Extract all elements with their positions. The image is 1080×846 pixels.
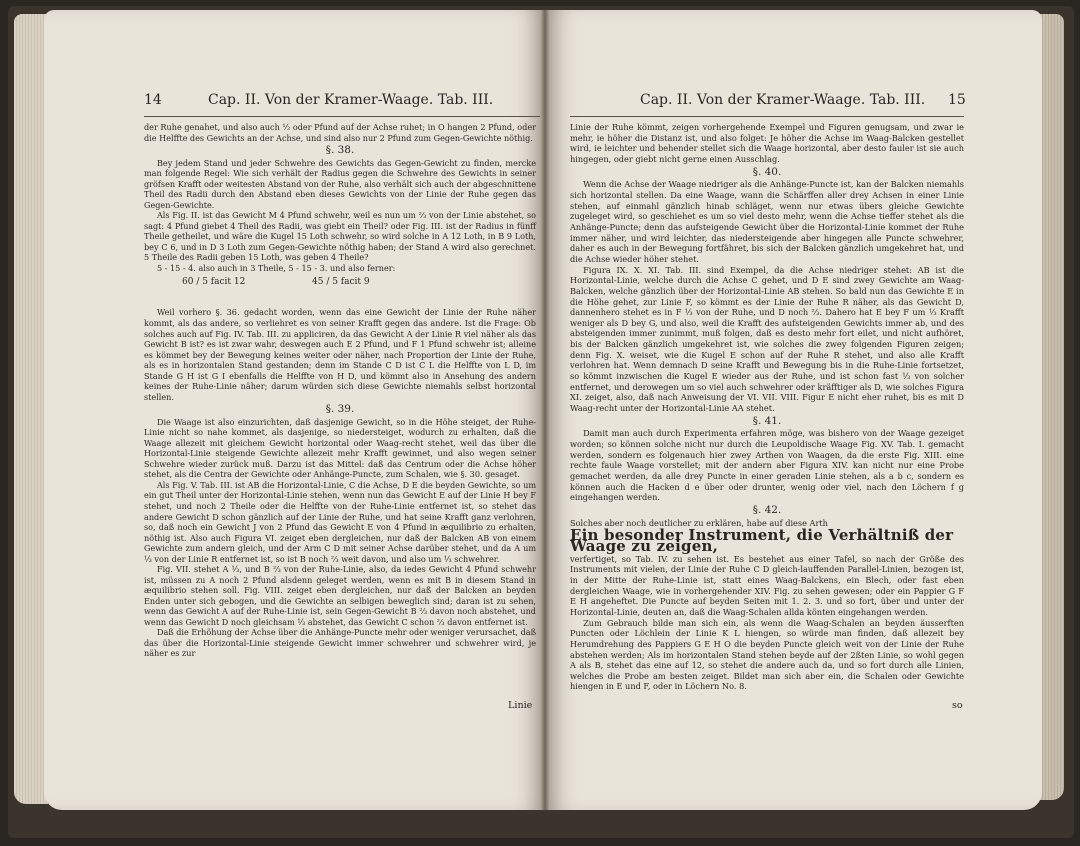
section-heading: §. 42. <box>752 503 782 516</box>
left-text-block <box>144 122 536 659</box>
right-catchword: so <box>952 700 963 711</box>
fraction-2: 45 / 5 facit 9 <box>312 277 370 288</box>
paragraph: Wenn die Achse der Waage niedriger als die Anhänge-Puncte ist, kan der Balcken niemahls sich horizontal stellen. Da eine Waage, wann die Schärffen aller drey Achsen in einer Linie stehen, auf einmahl gänzlich hinab schläget, wenn nur etwas übers gleiche Gewichte zugeleget wird, so geschiehet es um so viel desto mehr, wenn die Achse tieffer stehet als die Anhänge-Puncte; denn das aufsteigende Gewicht über die Horizontal-Linie kommet der Ruhe immer näher, und wird leichter, das niedersteigende aber hingegen alle Puncte schwehrer, daher es auch in der Bewegung fortfähret, bis sich der Balcken gänzlich umgekehret hat, und die Achse wieder höher stehet. <box>570 179 964 264</box>
right-page-number: 15 <box>948 92 966 108</box>
instrument-title: Ein besonder Instrument, die Verhältniß der Waage zu zeigen, <box>570 526 954 555</box>
paragraph: der Ruhe genahet, und also auch ½ oder Pfund auf der Achse ruhet; in O hangen 2 Pfund, oder die Helffte des Gewichts an der Achse, und sind also nur 2 Pfund zum Gegen-Gewichte nöthig. <box>144 122 536 143</box>
left-catchword: Linie <box>508 700 533 711</box>
calculation-line: 5 - 15 - 4. also auch in 3 Theile, 5 - 15 - 3. und also ferner: <box>156 262 396 273</box>
paragraph: Fig. VII. stehet A ⅓, und B ⅔ von der Ruhe-Linie, also, da iedes Gewicht 4 Pfund schwehr ist, müssen zu A noch 2 Pfund alsdenn geleget werden, wenn es mit B in diesem Stand in æquilibrio stehen soll. Fig. VIII. zeiget eben dergleichen, nur daß der Balcken an beyden Enden unter sich gebogen, und die Gewichte an selbigen beweglich sind; daran ist zu sehen, wenn das Gewicht A auf der Ruhe-Linie ist, sein Gegen-Gewicht B ⅔ davon noch abstehet, und wenn das Gewicht D noch gleichsam ⅓ abstehet, das Gewicht C schon ⅔ davon entfernet ist. <box>144 564 536 627</box>
page-edges-left <box>14 14 48 804</box>
section-heading: §. 40. <box>752 165 782 178</box>
fraction-example <box>144 273 536 307</box>
paragraph: Daß die Erhöhung der Achse über die Anhänge-Puncte mehr oder weniger verursachet, daß das über die Horizontal-Linie steigende Gewicht immer schwehrer und schwehrer wird, je näher es zur <box>144 627 536 659</box>
section-heading: §. 38. <box>325 144 355 157</box>
paragraph: Die Waage ist also einzurichten, daß dasjenige Gewicht, so in die Höhe steiget, der Ruhe-Linie nicht so nahe kommet, als dasjenige, so niedersteiget, wodurch zu erhalten, daß die Waage allezeit mit gleichem Gewicht horizontal oder Waag-recht stehet, weil das über die Horizontal-Linie steigende Gewichte allezeit mehr Krafft gewinnet, und also wegen seiner Schwehre wieder zurück muß. Darzu ist das Mittel: daß das Centrum oder die Achse höher stehet, als die Centra der Gewichte oder Anhänge-Puncte, zum Schalen, wie §. 30. gesaget. <box>144 416 536 480</box>
paragraph: Damit man auch durch Experimenta erfahren möge, was bishero von der Waage gezeiget worden; so können solche nicht nur durch die Leupoldische Waage Fig. XV. Tab. I. gemacht werden, sondern es folgenauch hier zwey Arthen von Waagen, da die erste Fig. XIII. eine rechte faule Waage vorstellet; mit der andern aber Figura XIV. kan nicht nur eine Probe gemachet werden, da alle drey Puncte in einer geraden Linie stehen, als a b c, sondern es können auch die Hacken d e über oder drunter, wenig oder viel, nach den Löchern f g eingehangen werden. <box>570 428 964 503</box>
book-gutter <box>540 10 550 810</box>
fraction-1: 60 / 5 facit 12 <box>182 277 246 288</box>
paragraph: Bey jedem Stand und jeder Schwehre des Gewichts das Gegen-Gewicht zu finden, mercke man folgende Regel: Wie sich verhält der Radius gegen die Schwehre des Gewichts in seiner gröfsen Krafft oder weitesten Abstand von der Ruhe, also verhält sich auch der abgeschnittene Theil des Radii durch den Abstand eben dieses Gewichts von der Linie der Ruhe gegen das Gegen-Gewichte. <box>144 157 536 210</box>
left-page-number: 14 <box>144 92 162 108</box>
page-edges-right <box>1040 14 1064 800</box>
paragraph: Solches aber noch deutlicher zu erklären, habe auf diese Arth <box>570 517 828 528</box>
paragraph: verfertiget, so Tab. IV. zu sehen ist. Es bestehet aus einer Tafel, so nach der Größe des Instruments mit vielen, der Linie der Ruhe C D gleich-lauffenden Parallel-Linien, bezogen ist, in der Mitte der Ruhe-Linie ist, statt eines Waag-Balckens, ein Blech, oder fast eben dergleichen Waage, wie in vorhergehender XIV. Fig. zu sehen gewesen; oder ein Pappier G F E H angeheftet. Die Puncte auf beyden Seiten mit 1. 2. 3. und so fort, über und unter der Horizontal-Linie, deuten an, daß die Waag-Schalen allda könten eingehangen werden. <box>570 553 964 617</box>
paragraph: Als Fig. V. Tab. III. ist AB die Horizontal-Linie, C die Achse, D E die beyden Gewichte, so um ein gut Theil unter der Horizontal-Linie stehen, wenn nun das Gewicht E auf der Linie H bey F stehet, und noch 2 Theile oder die Helffte von der Ruhe-Linie entfernet ist, so stehet das andere Gewicht D schon gänzlich auf der Linie der Ruhe, und hat seine Krafft ganz verlohren, so, daß noch ein Gewicht J von 2 Pfund das Gewicht E von 4 Pfund in æquilibrio zu erhalten, nöthig ist. Also auch Figura VI. zeiget eben dergleichen, nur daß der Balcken AB von einem Gewichte zum andern gleich, und der Arm C D mit seiner Achse darüber stehet, und da A um ⅓ von der Linie R entfernet ist, so ist B noch ⅔ weit davon, und also um ⅓ schwehrer. <box>144 479 536 564</box>
paragraph: Als Fig. II. ist das Gewicht M 4 Pfund schwehr, weil es nun um ⅔ von der Linie abstehet, so sagt: 4 Pfund giebet 4 Theil des Radii, was giebt ein Theil? oder Fig. III. ist der Radius in fünff Theile getheilet, und wäre die Kugel 15 Loth schwehr, so wird solche in A 12 Loth, in B 9 Loth, bey C 6, und in D 3 Loth zum Gegen-Gewichte nöthig haben; der Stand A wird also gerechnet. 5 Theile des Radii geben 15 Loth, was geben 4 Theile? <box>144 210 536 263</box>
paragraph: Linie der Ruhe kömmt, zeigen vorhergehende Exempel und Figuren genugsam, und zwar ie mehr, ie höher die Distanz ist, und also folget: Je höher die Achse im Waag-Balcken gestellet wird, ie leichter und behender stellet sich die Waage horizontal, aber desto fauler ist sie auch hingegen, oder giebt nicht gerne einen Ausschlag. <box>570 122 964 164</box>
right-running-header: Cap. II. Von der Kramer-Waage. Tab. III. <box>640 92 926 108</box>
right-header-rule <box>570 116 964 117</box>
section-heading: §. 41. <box>752 414 782 427</box>
left-header-rule <box>144 116 542 117</box>
paragraph: Zum Gebrauch bilde man sich ein, als wenn die Waag-Schalen an beyden äusserften Puncten oder Löchlein der Linie K L hiengen, so würde man finden, daß allezeit bey Herumdrehung des Pappiers G E H O die beyden Puncte gleich weit von der Linie der Ruhe abstehen werden; Als im horizontalen Stand stehen beyde auf der 2ßten Linie, so wohl gegen A als B, stehet das eine auf 12, so stehet die andere auch da, und so fort durch alle Linien, welches die Probe am besten zeiget. Bildet man sich aber ein, die Schalen oder Gewichte hiengen in E und F, oder in Löchern No. 8. <box>570 617 964 692</box>
paragraph: Weil vorhero §. 36. gedacht worden, wenn das eine Gewicht der Linie der Ruhe näher kommt, als das andere, so verliehret es von seiner Krafft gegen das andere. Ist die Frage: Ob solches auch auf Fig. IV. Tab. III. zu appliciren, da das Gewicht A der Linie R viel näher als das Gewicht B ist? es ist zwar wahr, deswegen auch E 2 Pfund, und F 1 Pfund schwehr ist; alleine es kömmet bey der Bewegung keines weiter oder näher, nach Proportion der Linie der Ruhe, als es in horizontalen Stand gestanden; denn im Stande C D ist C L die Helffte von L D, im Stande G H ist G I ebenfalls die Helffte von H D, und kömmt also in Ansehung des andern keines der Ruhe-Linie näher; darum würden sich diese Gewichte niemahls selbst horizontal stellen. <box>144 307 536 402</box>
section-heading: §. 39. <box>325 403 355 416</box>
left-running-header: Cap. II. Von der Kramer-Waage. Tab. III. <box>208 92 494 108</box>
paragraph: Figura IX. X. XI. Tab. III. sind Exempel, da die Achse niedriger stehet: AB ist die Horizontal-Linie, welche durch die Achse C gehet, und D E sind zwey Gewichte am Waag-Balcken, welche gänzlich über der Horizontal-Linie AB stehen. So bald nun das Gewichte E in die Höhe gehet, zur Linie F, so kömmt es der Linie der Ruhe R näher, als das Gewicht D, dannenhero stehet es in F ⅓ von der Ruhe, und D noch ⅔. Dahero hat E bey F um ⅓ Krafft weniger als D bey G, und also, weil die Krafft des aufsteigenden Gewichts immer ab, und des absteigenden immer zunimmt, muß folgen, daß es desto mehr fort eilet, und nicht aufhöret, bis der Balcken gänzlich umgekehret ist, wie solches die zwey folgenden Figuren zeigen; denn Fig. X. weiset, wie die Kugel E schon auf der Ruhe R stehet, und also alle Krafft verlohren hat. Wenn demnach D seine Krafft und Bewegung bis in die Ruhe-Linie fortsetzet, so kömmt inzwischen die Kugel E wieder aus der Ruhe, und ist schon fast ⅓ von solcher entfernet, und derowegen um so viel auch schwehrer oder kräfftiger als D, wie solches Figura XI. zeiget, also, daß nach Anweisung der VI. VII. VIII. Figur E nicht eher ruhet, bis es mit D Waag-recht unter der Horizontal-Linie AA stehet. <box>570 264 964 414</box>
right-text-block <box>570 122 964 692</box>
